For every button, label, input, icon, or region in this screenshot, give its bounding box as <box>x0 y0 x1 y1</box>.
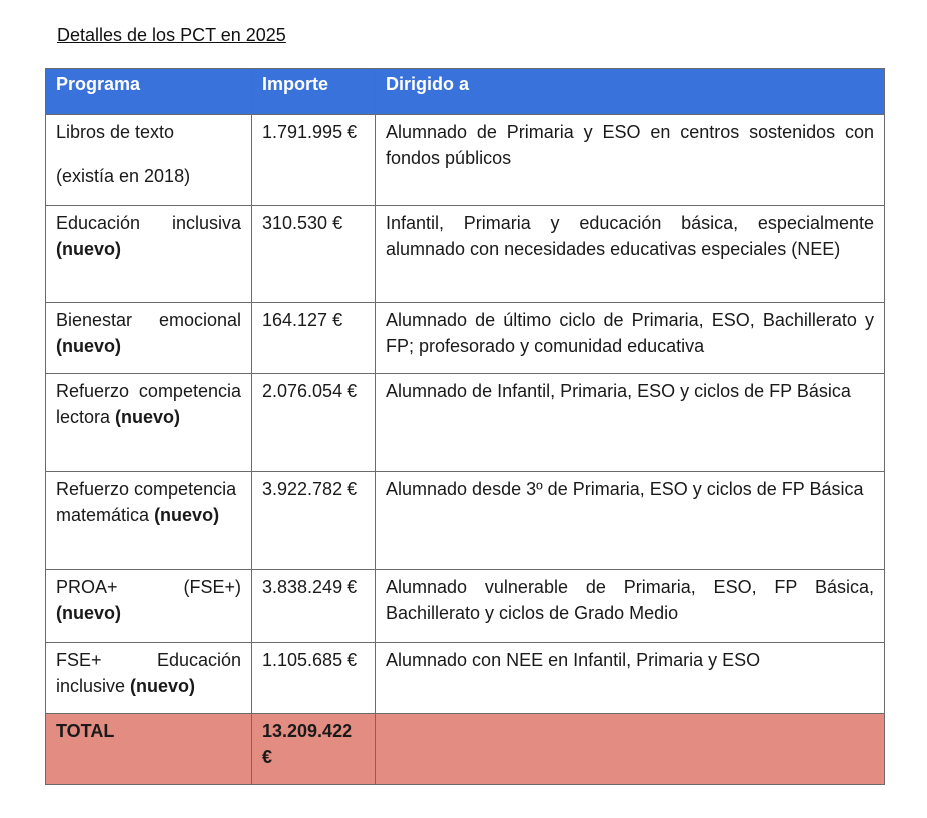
pct-table <box>45 68 885 785</box>
importe-cell: 164.127 € <box>252 303 376 374</box>
nuevo-badge: (nuevo) <box>56 239 121 259</box>
nuevo-badge: (nuevo) <box>56 336 121 356</box>
programa-cell: Refuerzo competencia lectora (nuevo) <box>46 374 252 472</box>
nuevo-badge: (nuevo) <box>115 407 181 427</box>
table-row <box>46 643 885 714</box>
nuevo-badge: (nuevo) <box>130 676 196 696</box>
programa-note: (existía en 2018) <box>56 166 191 186</box>
header-dirigido: Dirigido a <box>376 69 885 115</box>
programa-cell: Refuerzo competencia matemática (nuevo) <box>46 472 252 570</box>
table-row <box>46 206 885 303</box>
total-importe: 13.209.422 € <box>252 714 376 785</box>
programa-cell: FSE+ Educación inclusive (nuevo) <box>46 643 252 714</box>
importe-cell: 1.105.685 € <box>252 643 376 714</box>
programa-cell: Educación inclusiva (nuevo) <box>46 206 252 303</box>
table-row <box>46 472 885 570</box>
page-title: Detalles de los PCT en 2025 <box>57 25 286 45</box>
header-importe: Importe <box>252 69 376 115</box>
dirigido-cell: Alumnado de último ciclo de Primaria, ESO, Bachillerato y FP; profesorado y comunidad educativa <box>376 303 885 374</box>
dirigido-cell: Alumnado vulnerable de Primaria, ESO, FP Básica, Bachillerato y ciclos de Grado Medio <box>376 570 885 643</box>
programa-cell: PROA+ (FSE+) (nuevo) <box>46 570 252 643</box>
importe-cell: 3.922.782 € <box>252 472 376 570</box>
dirigido-cell: Alumnado de Primaria y ESO en centros sostenidos con fondos públicos <box>376 115 885 206</box>
total-row <box>46 714 885 785</box>
nuevo-badge: (nuevo) <box>154 505 220 525</box>
importe-cell: 1.791.995 € <box>252 115 376 206</box>
programa-cell: Bienestar emocional (nuevo) <box>46 303 252 374</box>
table-row <box>46 115 885 206</box>
total-label: TOTAL <box>46 714 252 785</box>
table-header-row <box>46 69 885 115</box>
dirigido-cell: Alumnado de Infantil, Primaria, ESO y ciclos de FP Básica <box>376 374 885 472</box>
header-programa: Programa <box>46 69 252 115</box>
dirigido-cell: Infantil, Primaria y educación básica, especialmente alumnado con necesidades educativas especiales (NEE) <box>376 206 885 303</box>
dirigido-cell: Alumnado con NEE en Infantil, Primaria y ESO <box>376 643 885 714</box>
importe-cell: 2.076.054 € <box>252 374 376 472</box>
table-row <box>46 374 885 472</box>
nuevo-badge: (nuevo) <box>56 603 121 623</box>
importe-cell: 3.838.249 € <box>252 570 376 643</box>
programa-cell: Libros de texto (existía en 2018) <box>46 115 252 206</box>
table-row <box>46 570 885 643</box>
total-empty-cell <box>376 714 885 785</box>
dirigido-cell: Alumnado desde 3º de Primaria, ESO y ciclos de FP Básica <box>376 472 885 570</box>
importe-cell: 310.530 € <box>252 206 376 303</box>
table-row <box>46 303 885 374</box>
